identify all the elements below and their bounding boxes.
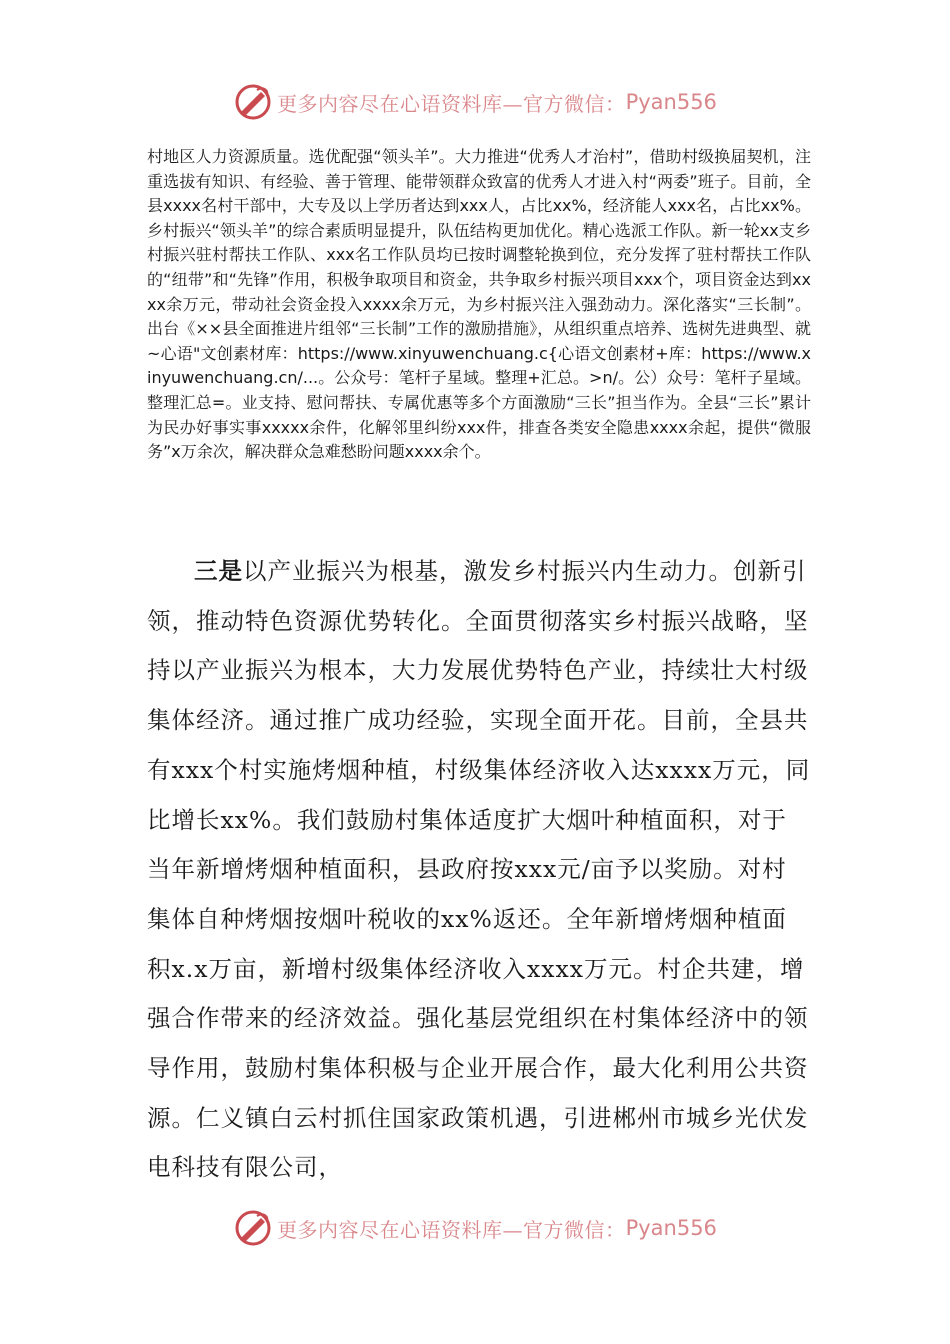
header-banner-text: 更多内容尽在心语资料库—官方微信： [277,91,626,116]
paragraph-text: 以产业振兴为根基，激发乡村振兴内生动力。创新引领，推动特色资源优势转化。全面贯彻落实乡村振兴战略，坚持以产业振兴为根本，大力发展优势特色产业，持续壮大村级集体经济。通过推广成功经验，实现全面开花。目前，全县共有xxx个村实施烤烟种植，村级集体经济收入达xxxx万元，同比增长xx%。我们鼓励村集体适度扩大烟叶种植面积，对于当年新增烤烟种植面积，县政府按xxx元/亩予以奖励。对村集体自种烤烟按烟叶税收的xx%返还。全年新增烤烟种植面积x.x万亩，新增村级集体经济收入xxxx万元。村企共建，增强合作带来的经济效益。强化基层党组织在村集体经济中的领导作用，鼓励村集体积极与企业开展合作，最大化利用公共资源。仁义镇白云村抓住国家政策机遇，引进郴州市城乡光伏发电科技有限公司， [147,557,811,1182]
small-body-paragraph: 村地区人力资源质量。选优配强“领头羊”。大力推进“优秀人才治村”，借助村级换届契机，注重选拔有知识、有经验、善于管理、能带领群众致富的优秀人才进入村“两委”班子。目前，全县xxxx名村干部中，大专及以上学历者达到xxx人，占比xx%，经济能人xxx名，占比xx%。乡村振兴“领头羊”的综合素质明显提升，队伍结构更加优化。精心选派工作队。新一轮xx支乡村振兴驻村帮扶工作队、xxx名工作队员均已按时调整轮换到位，充分发挥了驻村帮扶工作队的“纽带”和“先锋”作用，积极争取项目和资金，共争取乡村振兴项目xxx个，项目资金达到xxxx余万元，带动社会资金投入xxxx余万元，为乡村振兴注入强劲动力。深化落实“三长制”。出台《××县全面推进片组邻“三长制”工作的激励措施》，从组织重点培养、选树先进典型、就~心语"文创素材库：https://www.xinyuwenchuang.c{心语文创素材+库：https://www.xinyuwenchuang.cn/...。公众号：笔杆子星域。整理+汇总。>n/。公）众号：笔杆子星域。整理汇总=。业支持、慰问帮扶、专属优惠等多个方面激励“三长”担当作为。全县“三长”累计为民办好事实事xxxxx余件，化解邻里纠纷xxx件，排查各类安全隐患xxxx余起，提供“微服务”x万余次，解决群众急难愁盼问题xxxx余个。 [147,147,811,462]
pen-seal-logo-icon [233,82,273,122]
main-body-paragraph [147,547,811,1193]
paragraph-lead: 三是 [194,557,243,585]
header-watermark-banner [0,82,950,122]
header-wechat-id: Pyan556 [625,90,717,114]
footer-wechat-id: Pyan556 [625,1216,717,1240]
footer-watermark-banner [0,1208,950,1248]
pen-seal-logo-icon [233,1208,273,1248]
footer-banner-text: 更多内容尽在心语资料库—官方微信： [277,1217,626,1242]
